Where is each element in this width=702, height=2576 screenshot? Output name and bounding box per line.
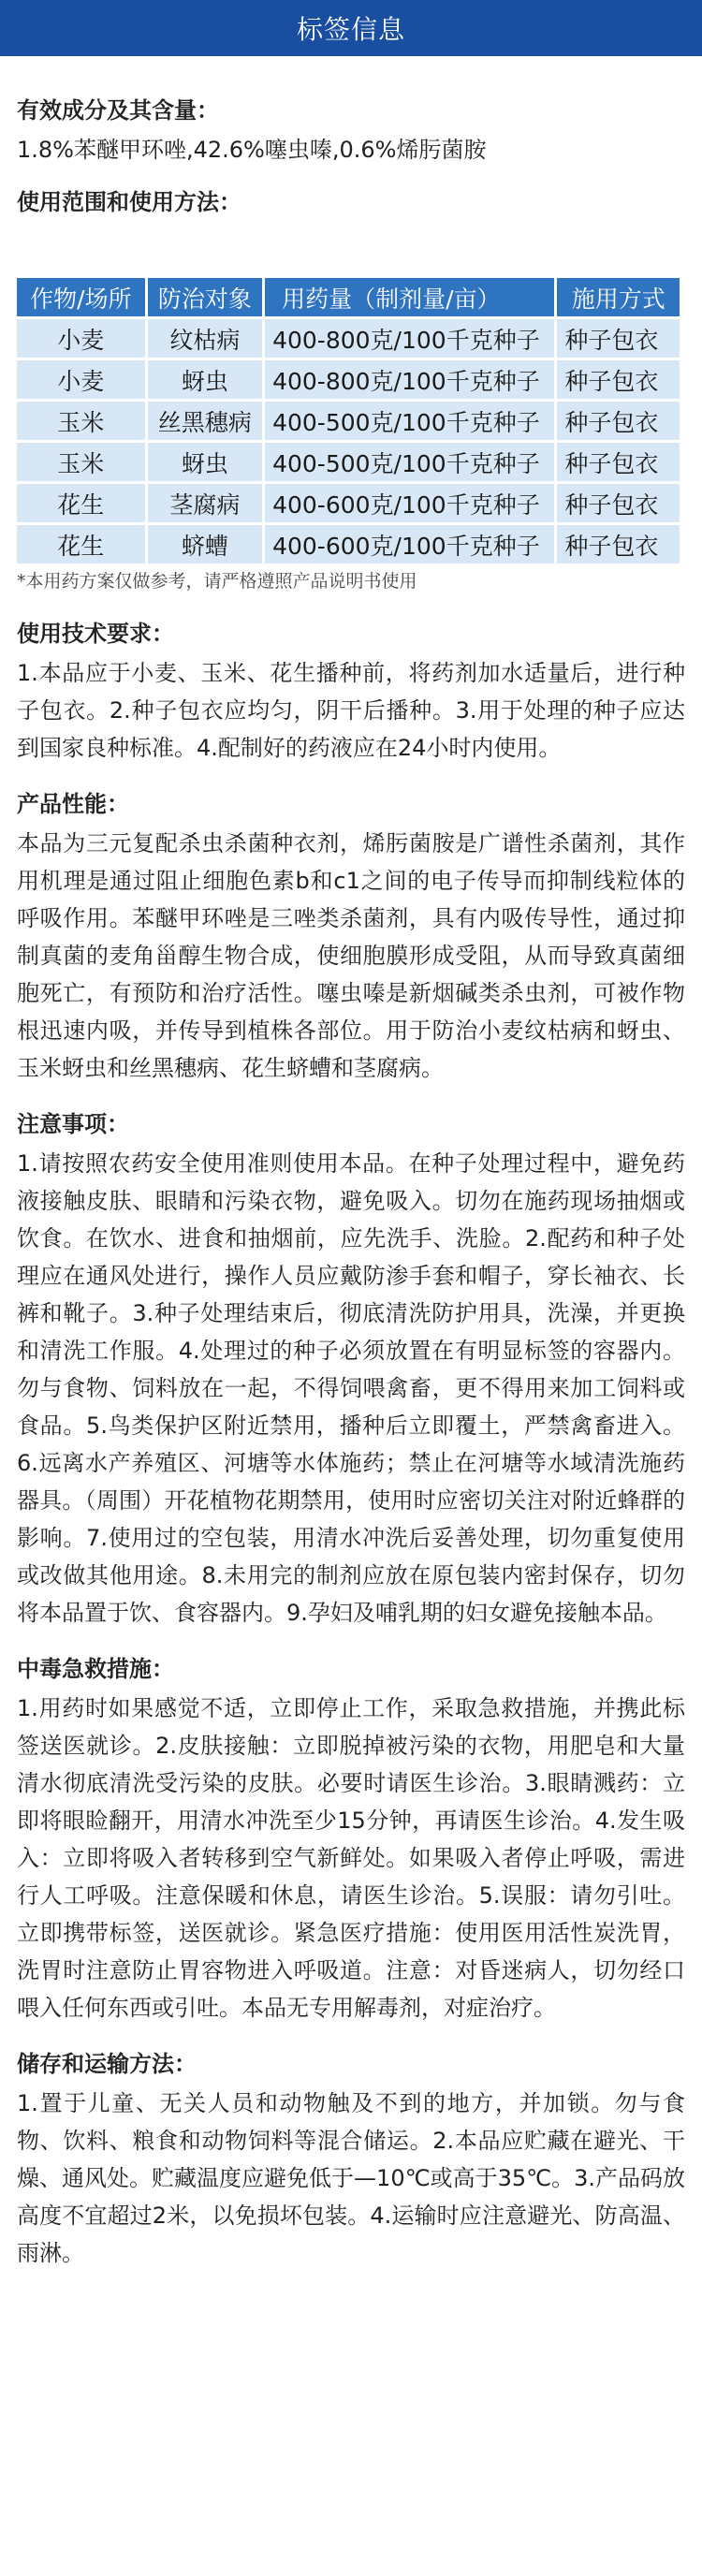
caution-title: 注意事项： bbox=[17, 1111, 129, 1137]
cell-target: 茎腐病 bbox=[148, 484, 263, 522]
table-row bbox=[17, 360, 680, 399]
cell-dosage: 400-500克/100千克种子 bbox=[265, 443, 554, 481]
first-aid-text: 1.用药时如果感觉不适，立即停止工作，采取急救措施，并携此标签送医就诊。2.皮肤接触：立即脱掉被污染的衣物，用肥皂和大量清水彻底清洗受污染的皮肤。必要时请医生诊治。3.眼睛溅药：立即将眼睑翻开，用清水冲洗至少15分钟，再请医生诊治。4.发生吸入：立即将吸入者转移到空气新鲜处。如果吸入者停止呼吸，需进行人工呼吸。注意保暖和休息，请医生诊治。5.误服：请勿引吐。立即携带标签，送医就诊。紧急医疗措施：使用医用活性炭洗胃，洗胃时注意防止胃容物进入呼吸道。注意：对昏迷病人，切勿经口喂入任何东西或引吐。本品无专用解毒剂，对症治疗。 bbox=[17, 1695, 685, 2021]
header-dosage: 用药量（制剂量/亩） bbox=[265, 278, 554, 316]
cell-method: 种子包衣 bbox=[557, 360, 680, 399]
cell-dosage: 400-800克/100千克种子 bbox=[265, 360, 554, 399]
caution-text: 1.请按照农药安全使用准则使用本品。在种子处理过程中，避免药液接触皮肤、眼睛和污染衣物，避免吸入。切勿在施药现场抽烟或饮食。在饮水、进食和抽烟前，应先洗手、洗脸。2.配药和种子处理应在通风处进行，操作人员应戴防渗手套和帽子，穿长袖衣、长裤和靴子。3.种子处理结束后，彻底清洗防护用具，洗澡，并更换和清洗工作服。4.处理过的种子必须放置在有明显标签的容器内。勿与食物、饲料放在一起，不得饲喂禽畜，更不得用来加工饲料或食品。5.鸟类保护区附近禁用，播种后立即覆土，严禁禽畜进入。6.远离水产养殖区、河塘等水体施药；禁止在河塘等水域清洗施药器具。（周围）开花植物花期禁用，使用时应密切关注对附近蜂群的影响。7.使用过的空包装，用清水冲洗后妥善处理，切勿重复使用或改做其他用途。8.未用完的制剂应放在原包装内密封保存，切勿将本品置于饮、食容器内。9.孕妇及哺乳期的妇女避免接触本品。 bbox=[17, 1150, 685, 1626]
table-row bbox=[17, 319, 680, 358]
header-target: 防治对象 bbox=[148, 278, 263, 316]
ingredients-section bbox=[17, 56, 685, 168]
tech-title: 使用技术要求： bbox=[17, 621, 174, 647]
cell-dosage: 400-800克/100千克种子 bbox=[265, 319, 554, 358]
table-row bbox=[17, 484, 680, 522]
cell-target: 蚜虫 bbox=[148, 360, 263, 399]
cell-method: 种子包衣 bbox=[557, 443, 680, 481]
storage-text: 1.置于儿童、无关人员和动物触及不到的地方，并加锁。勿与食物、饮料、粮食和动物饲料等混合储运。2.本品应贮藏在避光、干燥、通风处。贮藏温度应避免低于—10℃或高于35℃。3.产品码放高度不宜超过2米，以免损坏包装。4.运输时应注意避光、防高温、雨淋。 bbox=[17, 2090, 685, 2266]
usage-table bbox=[14, 275, 682, 566]
performance-section bbox=[17, 767, 685, 1087]
table-row bbox=[17, 443, 680, 481]
cell-dosage: 400-500克/100千克种子 bbox=[265, 402, 554, 440]
page-title: 标签信息 bbox=[296, 14, 405, 45]
cell-crop: 玉米 bbox=[17, 402, 145, 440]
cell-method: 种子包衣 bbox=[557, 319, 680, 358]
table-row bbox=[17, 402, 680, 440]
tech-text: 1.本品应于小麦、玉米、花生播种前，将药剂加水适量后，进行种子包衣。2.种子包衣应均匀，阴干后播种。3.用于处理的种子应达到国家良种标准。4.配制好的药液应在24小时内使用。 bbox=[17, 660, 685, 761]
usage-note: *本用药方案仅做参考，请严格遵照产品说明书使用 bbox=[17, 571, 417, 592]
performance-text: 本品为三元复配杀虫杀菌种衣剂，烯肟菌胺是广谱性杀菌剂，其作用机理是通过阻止细胞色素b和c1之间的电子传导而抑制线粒体的呼吸作用。苯醚甲环唑是三唑类杀菌剂，具有内吸传导性，通过抑制真菌的麦角甾醇生物合成，使细胞膜形成受阻，从而导致真菌细胞死亡，有预防和治疗活性。噻虫嗪是新烟碱类杀虫剂，可被作物根迅速内吸，并传导到植株各部位。用于防治小麦纹枯病和蚜虫、玉米蚜虫和丝黑穗病、花生蛴螬和茎腐病。 bbox=[17, 830, 685, 1081]
cell-target: 丝黑穗病 bbox=[148, 402, 263, 440]
label-content bbox=[0, 56, 702, 2272]
cell-target: 纹枯病 bbox=[148, 319, 263, 358]
header-method: 施用方式 bbox=[557, 278, 680, 316]
first-aid-section bbox=[17, 1632, 685, 2027]
tech-section bbox=[17, 594, 685, 767]
table-header-row bbox=[17, 278, 680, 316]
cell-crop: 小麦 bbox=[17, 319, 145, 358]
cell-method: 种子包衣 bbox=[557, 484, 680, 522]
ingredients-title: 有效成分及其含量： bbox=[17, 97, 219, 124]
storage-section bbox=[17, 2027, 685, 2272]
cell-target: 蛴螬 bbox=[148, 525, 263, 564]
cell-method: 种子包衣 bbox=[557, 525, 680, 564]
cell-crop: 小麦 bbox=[17, 360, 145, 399]
usage-section bbox=[17, 168, 685, 594]
cell-target: 蚜虫 bbox=[148, 443, 263, 481]
page-header bbox=[0, 0, 702, 56]
cell-crop: 花生 bbox=[17, 484, 145, 522]
cell-dosage: 400-600克/100千克种子 bbox=[265, 484, 554, 522]
cell-dosage: 400-600克/100千克种子 bbox=[265, 525, 554, 564]
usage-table-wrap bbox=[17, 275, 685, 566]
storage-title: 储存和运输方法： bbox=[17, 2051, 197, 2077]
cell-method: 种子包衣 bbox=[557, 402, 680, 440]
ingredients-text: 1.8%苯醚甲环唑,42.6%噻虫嗪,0.6%烯肟菌胺 bbox=[17, 137, 487, 163]
cell-crop: 花生 bbox=[17, 525, 145, 564]
header-crop: 作物/场所 bbox=[17, 278, 145, 316]
first-aid-title: 中毒急救措施： bbox=[17, 1656, 174, 1682]
performance-title: 产品性能： bbox=[17, 791, 129, 817]
table-row bbox=[17, 525, 680, 564]
usage-title: 使用范围和使用方法： bbox=[17, 189, 241, 215]
cell-crop: 玉米 bbox=[17, 443, 145, 481]
caution-section bbox=[17, 1087, 685, 1632]
